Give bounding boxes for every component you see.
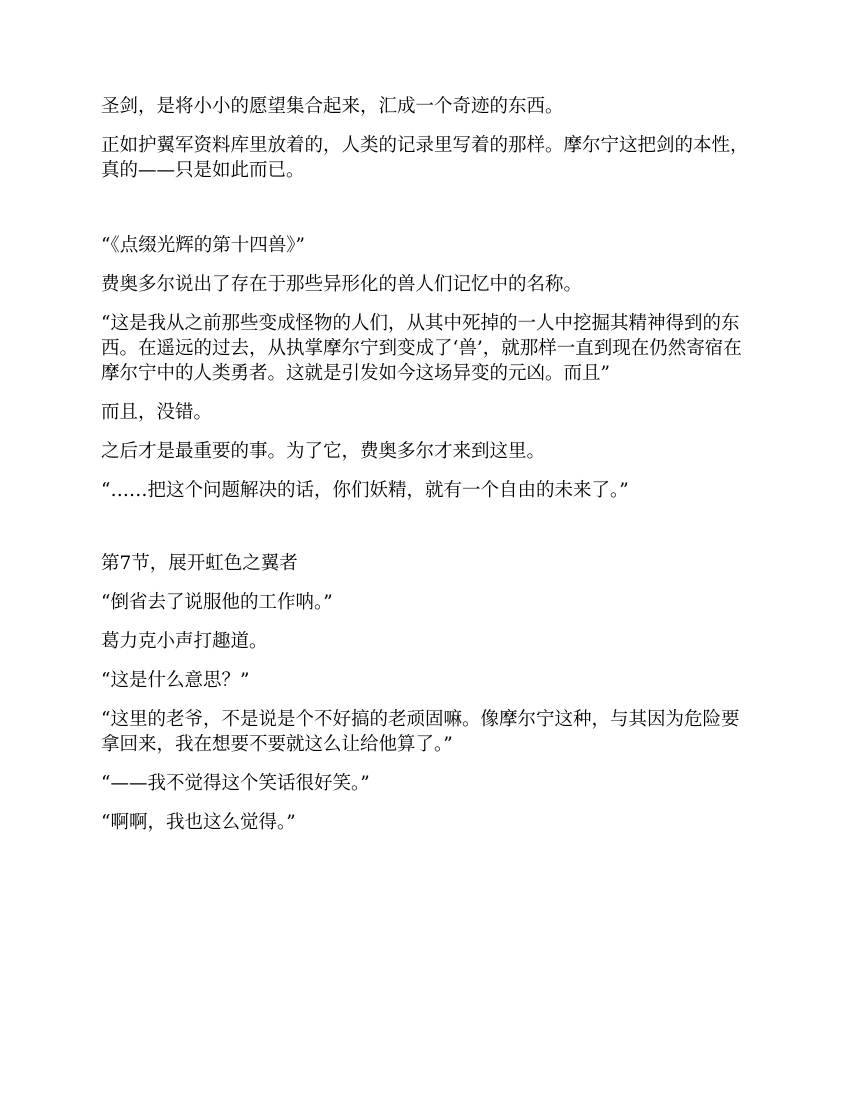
paragraph: “《点缀光辉的第十四兽》” [101, 235, 305, 256]
paragraph: 葛力克小声打趣道。 [101, 631, 268, 652]
paragraph: “这是什么意思？” [101, 670, 250, 691]
paragraph: “……把这个问题解决的话，你们妖精，就有一个自由的未来了。” [101, 480, 629, 501]
paragraph: 圣剑，是将小小的愿望集合起来，汇成一个奇迹的东西。 [101, 96, 564, 117]
section-spacer [101, 197, 751, 233]
paragraph: “这里的老爷，不是说是个不好搞的老顽固嘛。像摩尔宁这种，与其因为危险要拿回来，我在想要不要就这么让给他算了。” [101, 709, 740, 755]
paragraph: 费奥多尔说出了存在于那些异形化的兽人们记忆中的名称。 [101, 274, 583, 295]
paragraph: “啊啊，我也这么觉得。” [101, 812, 296, 833]
paragraph: “这是我从之前那些变成怪物的人们，从其中死掉的一人中挖掘其精神得到的东西。在遥远的过去，从执掌摩尔宁到变成了‘兽’，就那样一直到现在仍然寄宿在摩尔宁中的人类勇者。这就是引发如今这场异变的元凶。而且” [101, 313, 742, 384]
section-spacer [101, 517, 751, 551]
paragraph: 之后才是最重要的事。为了它，费奥多尔才来到这里。 [101, 441, 546, 462]
section-heading: 第7节，展开虹色之翼者 [101, 553, 298, 574]
paragraph: 正如护翼军资料库里放着的，人类的记录里写着的那样。摩尔宁这把剑的本性，真的——只是如此而已。 [101, 135, 749, 181]
paragraph: “倒省去了说服他的工作呐。” [101, 592, 333, 613]
document-body [101, 94, 751, 849]
paragraph: 而且，没错。 [101, 402, 213, 423]
paragraph: “——我不觉得这个笑话很好笑。” [101, 773, 370, 794]
